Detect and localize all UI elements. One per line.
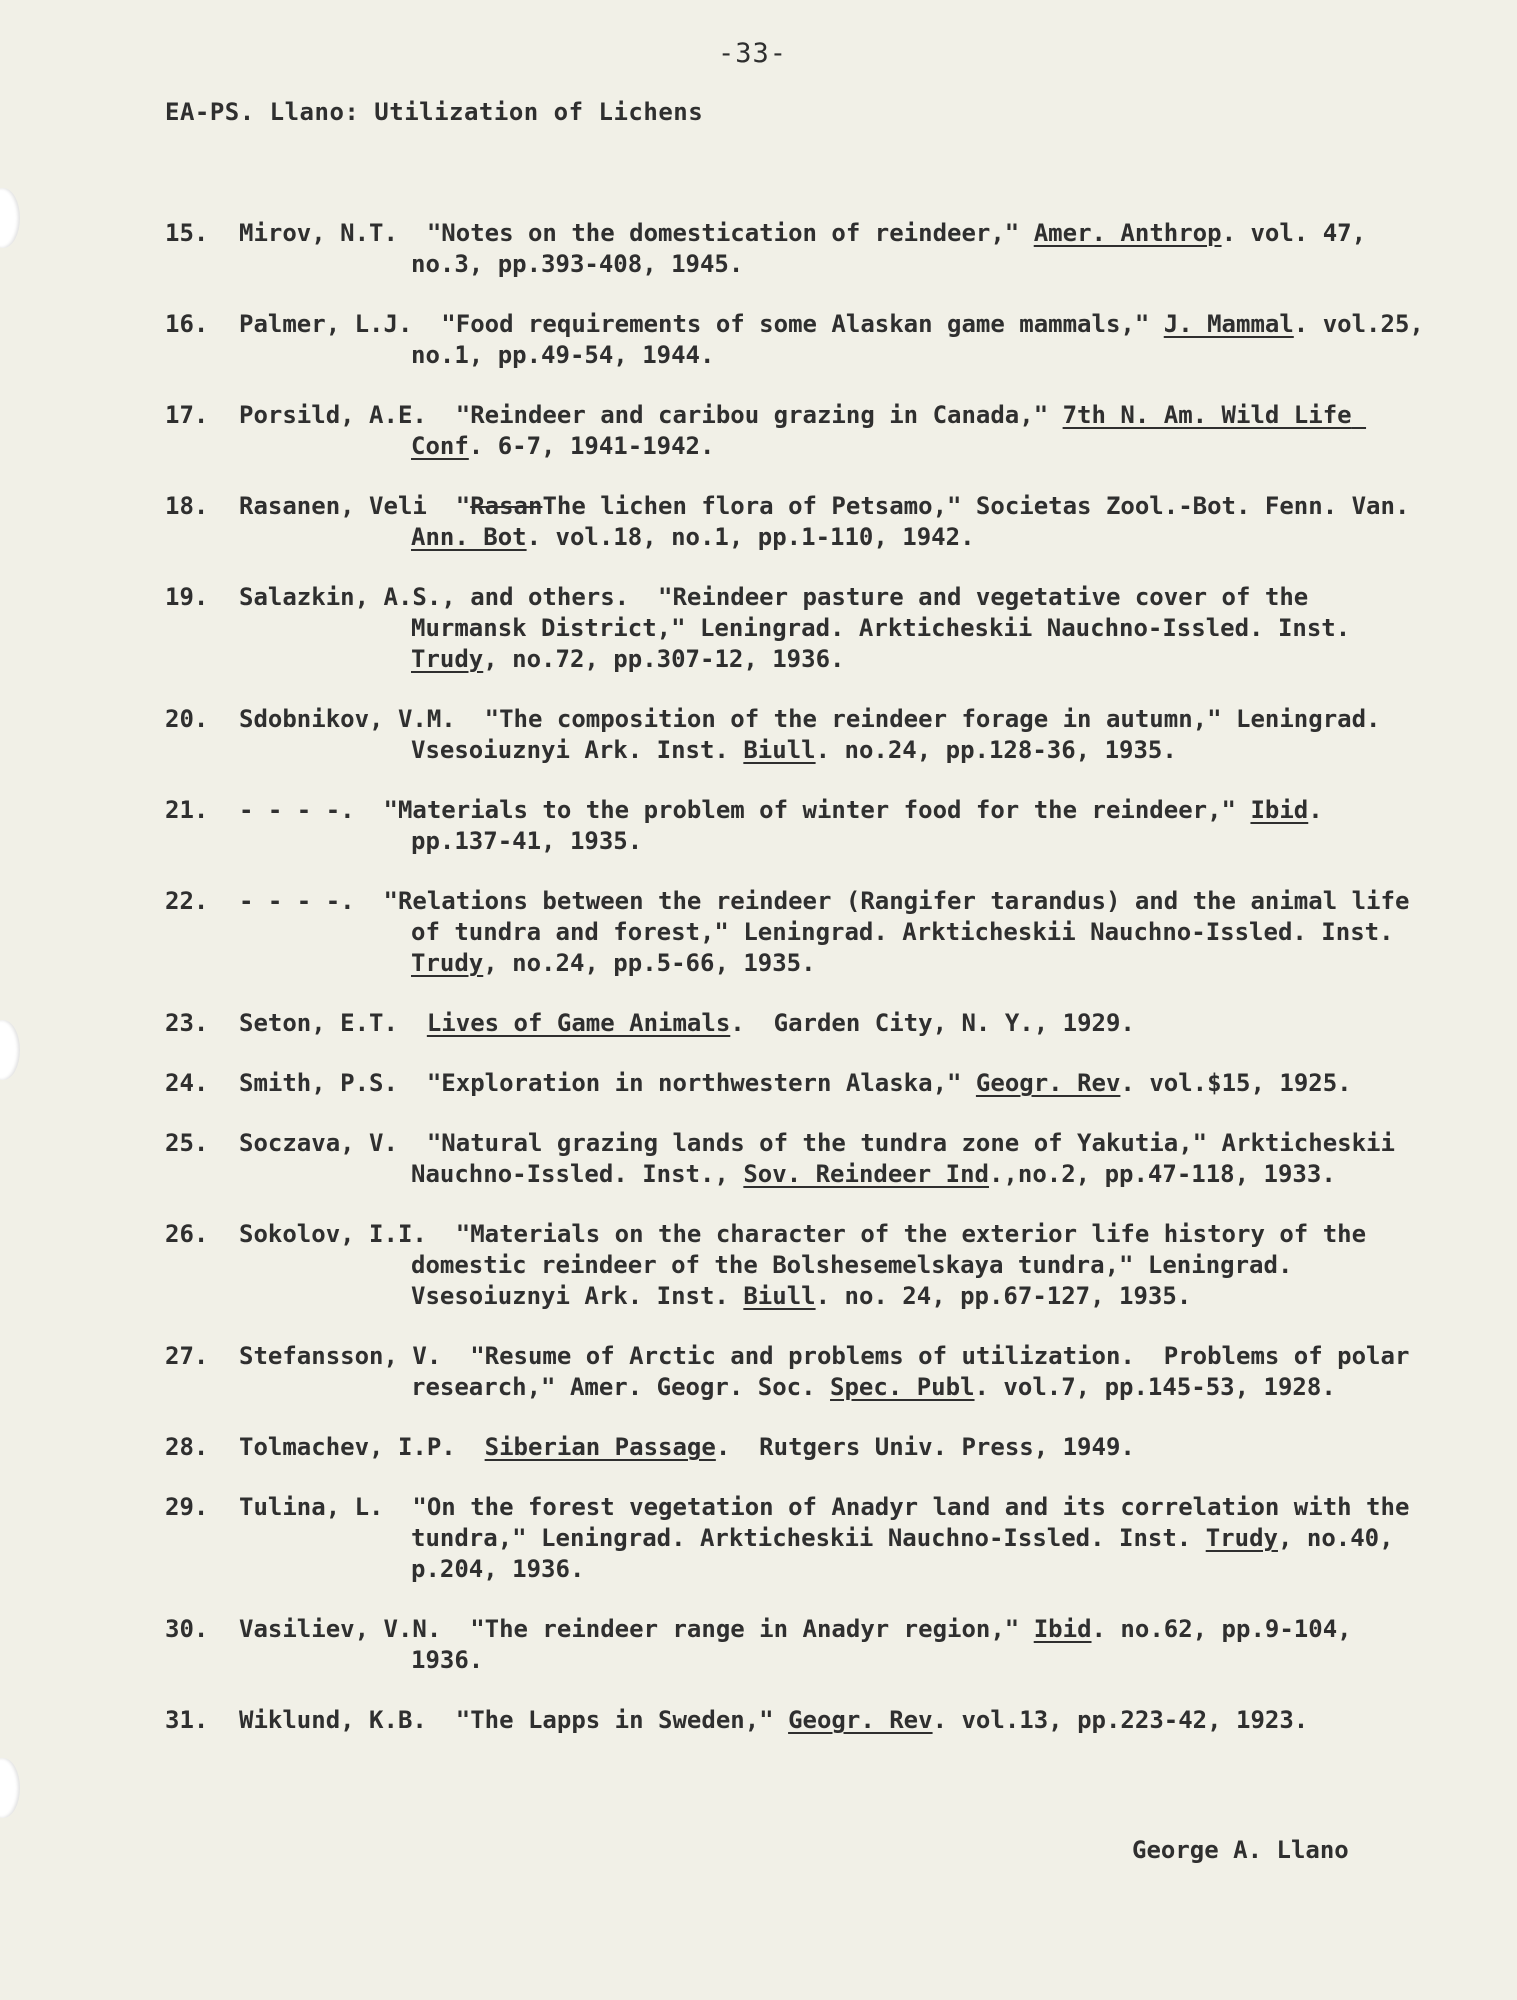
underlined-title: Sov. Reindeer Ind	[743, 1160, 989, 1188]
punch-hole	[0, 1758, 20, 1818]
entry-number: 20.	[165, 705, 209, 733]
citation-text: - - - -. "Materials to the problem of winter food for the reindeer,"	[239, 796, 1251, 824]
underlined-title: Ibid	[1250, 796, 1309, 824]
bibliography-entry	[165, 1432, 1425, 1463]
underlined-title: Lives of Game Animals	[426, 1009, 731, 1037]
underlined-title: Trudy	[411, 645, 484, 673]
underlined-title: Ibid	[1033, 1615, 1092, 1643]
entry-citation	[239, 704, 1425, 766]
bibliography-entry	[165, 582, 1425, 675]
entry-number: 22.	[165, 887, 209, 915]
citation-text: The lichen flora of Petsamo," Societas Zool.-Bot. Fenn. Van.	[542, 492, 1424, 520]
underlined-title: 7th N. Am. Wild Life Conf	[411, 401, 1367, 460]
entry-number: 23.	[165, 1009, 209, 1037]
underlined-title: Geogr. Rev	[975, 1069, 1121, 1097]
entry-number: 25.	[165, 1129, 209, 1157]
bibliography-entry	[165, 795, 1425, 857]
citation-text: . vol.7, pp.145-53, 1928.	[974, 1373, 1336, 1401]
entry-number: 26.	[165, 1220, 209, 1248]
underlined-title: Trudy	[411, 949, 484, 977]
entry-number: 27.	[165, 1342, 209, 1370]
bibliography-entry	[165, 1341, 1425, 1403]
entry-citation	[239, 400, 1425, 462]
running-header: EA-PS. Llano: Utilization of Lichens	[165, 98, 704, 126]
citation-text: Sdobnikov, V.M. "The composition of the reindeer forage in autumn," Leningrad. Vsesoiuznyi Ark. Inst.	[239, 705, 1395, 764]
underlined-title: Amer. Anthrop	[1033, 219, 1222, 247]
citation-text: . Rutgers Univ. Press, 1949.	[715, 1433, 1135, 1461]
punch-hole	[0, 188, 20, 248]
entry-number: 16.	[165, 310, 209, 338]
citation-text: Salazkin, A.S., and others. "Reindeer pasture and vegetative cover of the Murmansk District," Leningrad. Arkticheskii Nauchno-Issled. Inst.	[239, 583, 1365, 642]
citation-text: . 6-7, 1941-1942.	[468, 432, 715, 460]
entry-number: 18.	[165, 492, 209, 520]
bibliography-entry	[165, 1068, 1425, 1099]
underlined-title: J. Mammal	[1163, 310, 1294, 338]
entry-number: 17.	[165, 401, 209, 429]
entry-citation	[239, 1705, 1425, 1736]
citation-text: , no.72, pp.307-12, 1936.	[483, 645, 845, 673]
citation-text: Seton, E.T.	[239, 1009, 427, 1037]
bibliography-entry	[165, 886, 1425, 979]
bibliography-entry	[165, 309, 1439, 371]
entry-number: 28.	[165, 1433, 209, 1461]
bibliography-entry	[165, 1128, 1425, 1190]
citation-text: Stefansson, V. "Resume of Arctic and problems of utilization. Problems of polar research," Amer. Geogr. Soc.	[239, 1342, 1424, 1401]
bibliography-entry	[165, 1614, 1425, 1676]
citation-text: . vol.25, no.1, pp.49-54, 1944.	[411, 310, 1439, 369]
citation-text: . no.24, pp.128-36, 1935.	[815, 736, 1177, 764]
entry-number: 21.	[165, 796, 209, 824]
bibliography-entry	[165, 1705, 1425, 1736]
citation-text: Wiklund, K.B. "The Lapps in Sweden,"	[239, 1706, 789, 1734]
entry-citation	[239, 886, 1425, 979]
bibliography-entry	[165, 1492, 1425, 1585]
citation-text: Palmer, L.J. "Food requirements of some Alaskan game mammals,"	[239, 310, 1164, 338]
citation-text: . no. 24, pp.67-127, 1935.	[815, 1282, 1192, 1310]
citation-text: Smith, P.S. "Exploration in northwestern Alaska,"	[239, 1069, 976, 1097]
entry-citation	[239, 1341, 1425, 1403]
entry-citation	[239, 1219, 1425, 1312]
citation-text: Tulina, L. "On the forest vegetation of Anadyr land and its correlation with the tundra," Leningrad. Arkticheskii Nauchno-Issled. Inst.	[239, 1493, 1424, 1552]
citation-text: . Garden City, N. Y., 1929.	[730, 1009, 1135, 1037]
bibliography-entry	[165, 1008, 1425, 1039]
entry-citation	[239, 1492, 1425, 1585]
page-number: -33-	[718, 38, 788, 69]
citation-text: Tolmachev, I.P.	[239, 1433, 485, 1461]
entry-citation	[239, 1128, 1425, 1190]
citation-text: , no.24, pp.5-66, 1935.	[483, 949, 816, 977]
underlined-title: Biull	[743, 1282, 816, 1310]
bibliography-entry	[165, 218, 1425, 280]
entry-number: 19.	[165, 583, 209, 611]
citation-text: Soczava, V. "Natural grazing lands of the tundra zone of Yakutia," Arkticheskii Nauchno-Issled. Inst.,	[239, 1129, 1410, 1188]
citation-text: , no.40, p.204, 1936.	[411, 1524, 1409, 1583]
entry-citation	[239, 582, 1425, 675]
entry-citation	[239, 1614, 1425, 1676]
entry-citation	[239, 1432, 1425, 1463]
citation-text: Mirov, N.T. "Notes on the domestication of reindeer,"	[239, 219, 1034, 247]
citation-text: Porsild, A.E. "Reindeer and caribou grazing in Canada,"	[239, 401, 1063, 429]
entry-citation	[239, 218, 1425, 280]
underlined-title: Trudy	[1205, 1524, 1278, 1552]
underlined-title: Biull	[743, 736, 816, 764]
citation-text: - - - -. "Relations between the reindeer (Rangifer tarandus) and the animal life of tundra and forest," Leningrad. Arkticheskii Nauchno-Issled. Inst.	[239, 887, 1424, 946]
underlined-title: Geogr. Rev	[788, 1706, 933, 1734]
entry-citation	[239, 1008, 1425, 1039]
entry-citation	[239, 795, 1425, 857]
entry-citation	[239, 309, 1439, 371]
struck-text: Rasan	[470, 492, 543, 520]
citation-text: . vol. 47, no.3, pp.393-408, 1945.	[411, 219, 1381, 278]
bibliography-entry	[165, 704, 1425, 766]
entry-number: 15.	[165, 219, 209, 247]
citation-text: Vasiliev, V.N. "The reindeer range in Anadyr region,"	[239, 1615, 1034, 1643]
underlined-title: Siberian Passage	[484, 1433, 716, 1461]
entry-number: 24.	[165, 1069, 209, 1097]
underlined-title: Spec. Publ	[830, 1373, 975, 1401]
citation-text: . vol.13, pp.223-42, 1923.	[932, 1706, 1309, 1734]
bibliography-entry	[165, 1219, 1425, 1312]
bibliography-list	[165, 218, 1439, 1765]
citation-text: Sokolov, I.I. "Materials on the character of the exterior life history of the domestic reindeer of the Bolshesemelskaya tundra," Leningrad. Vsesoiuznyi Ark. Inst.	[239, 1220, 1381, 1310]
entry-number: 30.	[165, 1615, 209, 1643]
citation-text: . no.62, pp.9-104, 1936.	[411, 1615, 1367, 1674]
entry-citation	[239, 1068, 1425, 1099]
citation-text: . vol.18, no.1, pp.1-110, 1942.	[526, 523, 975, 551]
author-signature: George A. Llano	[1132, 1836, 1349, 1864]
bibliography-entry	[165, 491, 1425, 553]
entry-number: 31.	[165, 1706, 209, 1734]
punch-hole	[0, 1020, 20, 1080]
citation-text: Rasanen, Veli "	[239, 492, 471, 520]
citation-text: . pp.137-41, 1935.	[411, 796, 1338, 855]
entry-citation	[239, 491, 1425, 553]
bibliography-entry	[165, 400, 1425, 462]
underlined-title: Ann. Bot	[411, 523, 527, 551]
entry-number: 29.	[165, 1493, 209, 1521]
citation-text: .,no.2, pp.47-118, 1933.	[988, 1160, 1336, 1188]
citation-text: . vol.$15, 1925.	[1120, 1069, 1352, 1097]
